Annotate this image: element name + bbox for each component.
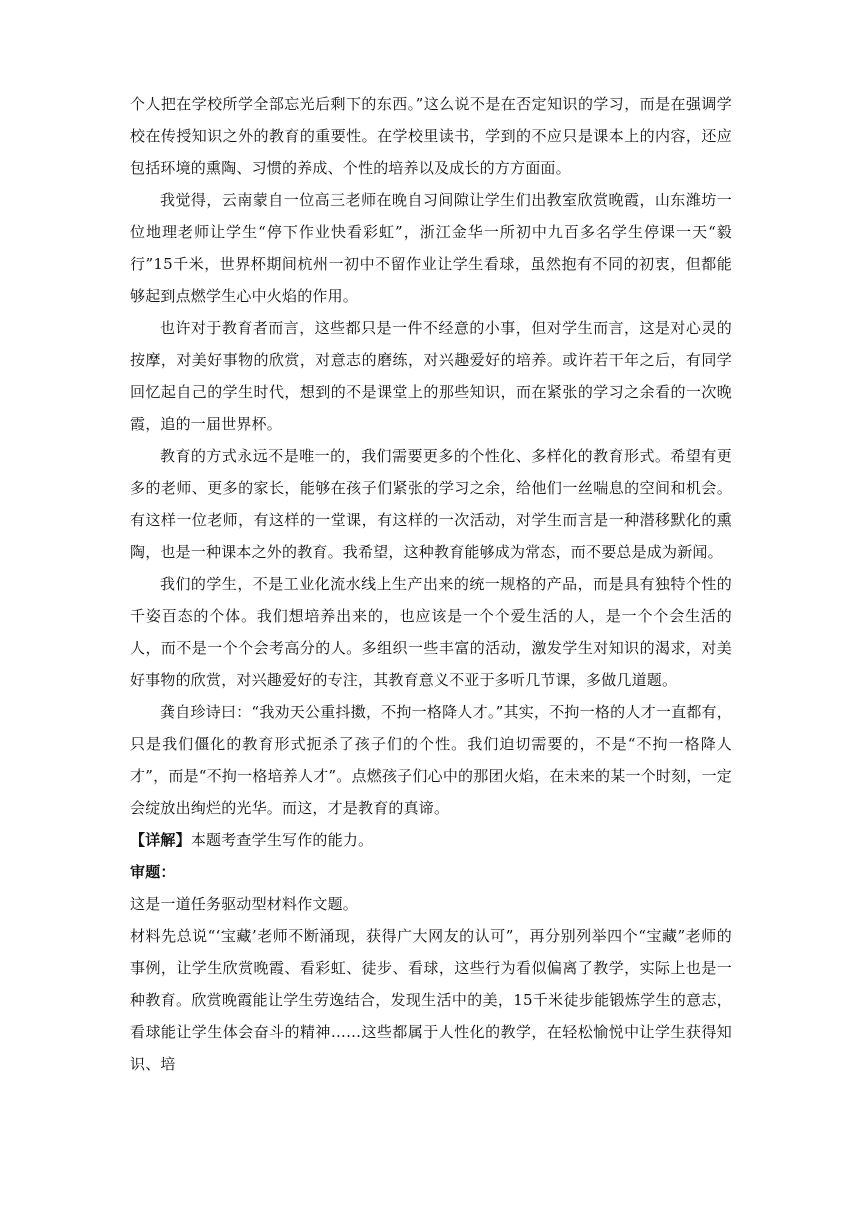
detail-label: 【详解】 bbox=[130, 831, 191, 849]
review-line-type: 这是一道任务驱动型材料作文题。 bbox=[130, 895, 359, 913]
paragraph-conclusion: 龚自珍诗曰：“我劝天公重抖擞，不拘一格降人才。”其实，不拘一格的人才一直都有，只是我们僵化的教育形式扼杀了孩子们的个性。我们迫切需要的，不是“不拘一格降人才”，而是“不拘一格培养人才”。点燃孩子们心中的那团火焰，在未来的某一个时刻，一定会绽放出绚烂的光华。而这，才是教育的真谛。 bbox=[130, 703, 732, 817]
review-line-analysis: 材料先总说“‘宝藏’老师不断涌现，获得广大网友的认可”，再分别列举四个“宝藏”老师的事例，让学生欣赏晚霞、看彩虹、徒步、看球，这些行为看似偏离了教学，实际上也是一种教育。欣赏晚霞能让学生劳逸结合，发现生活中的美，15千米徒步能锻炼学生的意志，看球能让学生体会奋斗的精神……这些都属于人性化的教学，在轻松愉悦中让学生获得知识、培 bbox=[130, 927, 732, 1073]
paragraph-continuation: 个人把在学校所学全部忘光后剩下的东西。”这么说不是在否定知识的学习，而是在强调学校在传授知识之外的教育的重要性。在学校里读书，学到的不应只是课本上的内容，还应包括环境的熏陶、习惯的养成、个性的培养以及成长的方方面面。 bbox=[130, 95, 732, 177]
paragraph-significance: 也许对于教育者而言，这些都只是一件不经意的小事，但对学生而言，这是对心灵的按摩，对美好事物的欣赏，对意志的磨练，对兴趣爱好的培养。或许若干年之后，有同学回忆起自己的学生时代，想到的不是课堂上的那些知识，而在紧张的学习之余看的一次晚霞，追的一届世界杯。 bbox=[130, 319, 732, 433]
paragraph-education-forms: 教育的方式永远不是唯一的，我们需要更多的个性化、多样化的教育形式。希望有更多的老师、更多的家长，能够在孩子们紧张的学习之余，给他们一丝喘息的空间和机会。有这样一位老师，有这样的一堂课，有这样的一次活动，对学生而言是一种潜移默化的熏陶，也是一种课本之外的教育。我希望，这种教育能够成为常态，而不要总是成为新闻。 bbox=[130, 447, 732, 561]
detail-line bbox=[130, 824, 732, 856]
detail-text: 本题考查学生写作的能力。 bbox=[190, 831, 374, 849]
paragraph-examples: 我觉得，云南蒙自一位高三老师在晚自习间隙让学生们出教室欣赏晚霞，山东潍坊一位地理老师让学生“停下作业快看彩虹”，浙江金华一所初中九百多名学生停课一天“毅行”15千米，世界杯期间杭州一初中不留作业让学生看球，虽然抱有不同的初衷，但都能够起到点燃学生心中火焰的作用。 bbox=[130, 191, 732, 305]
document-body bbox=[130, 88, 732, 1080]
review-heading: 审题： bbox=[130, 863, 176, 881]
paragraph-students: 我们的学生，不是工业化流水线上生产出来的统一规格的产品，而是具有独特个性的千姿百态的个体。我们想培养出来的，也应该是一个个爱生活的人，是一个个会生活的人，而不是一个个会考高分的人。多组织一些丰富的活动，激发学生对知识的渴求，对美好事物的欣赏，对兴趣爱好的专注，其教育意义不亚于多听几节课，多做几道题。 bbox=[130, 575, 732, 689]
